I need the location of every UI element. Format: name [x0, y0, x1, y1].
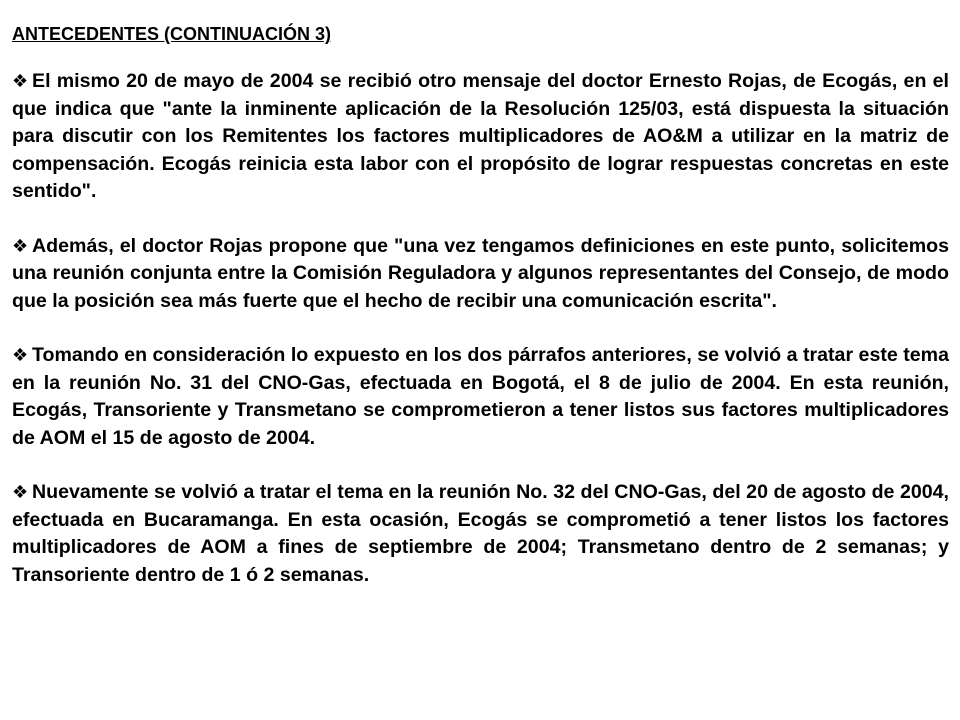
paragraph-4	[12, 479, 949, 589]
paragraph-text: El mismo 20 de mayo de 2004 se recibió otro mensaje del doctor Ernesto Rojas, de Ecogás, en el que indica que "ante la inminente aplicación de la Resolución 125/03, está dispuesta la situación para discutir con los Remitentes los factores multiplicadores de AO&M a utilizar en la matriz de compensación. Ecogás reinicia esta labor con el propósito de lograr respuestas concretas en este sentido".	[12, 70, 949, 202]
diamond-bullet-icon: ❖	[12, 71, 29, 91]
paragraph-1	[12, 68, 949, 206]
page-title: ANTECEDENTES (CONTINUACIÓN 3)	[12, 24, 332, 44]
paragraph-2	[12, 233, 949, 316]
diamond-bullet-icon: ❖	[12, 235, 29, 256]
paragraph-3	[12, 342, 949, 452]
paragraph-text: Además, el doctor Rojas propone que "una vez tengamos definiciones en este punto, solicitemos una reunión conjunta entre la Comisión Reguladora y algunos representantes del Consejo, de modo que la posición sea más fuerte que el hecho de recibir una comunicación escrita".	[12, 234, 949, 312]
paragraph-text: Tomando en consideración lo expuesto en los dos párrafos anteriores, se volvió a tratar este tema en la reunión No. 31 del CNO-Gas, efectuada en Bogotá, el 8 de julio de 2004. En esta reunión, Ecogás, Transoriente y Transmetano se comprometieron a tener listos sus factores multiplicadores de AOM el 15 de agosto de 2004.	[12, 344, 949, 449]
diamond-bullet-icon: ❖	[12, 345, 29, 365]
paragraph-text: Nuevamente se volvió a tratar el tema en la reunión No. 32 del CNO-Gas, del 20 de agosto de 2004, efectuada en Bucaramanga. En esta ocasión, Ecogás se comprometió a tener listos los factores multiplicadores de AOM a fines de septiembre de 2004; Transmetano dentro de 2 semanas; y Transoriente dentro de 1 ó 2 semanas.	[12, 481, 949, 586]
slide-content	[12, 22, 949, 616]
diamond-bullet-icon: ❖	[12, 482, 29, 502]
